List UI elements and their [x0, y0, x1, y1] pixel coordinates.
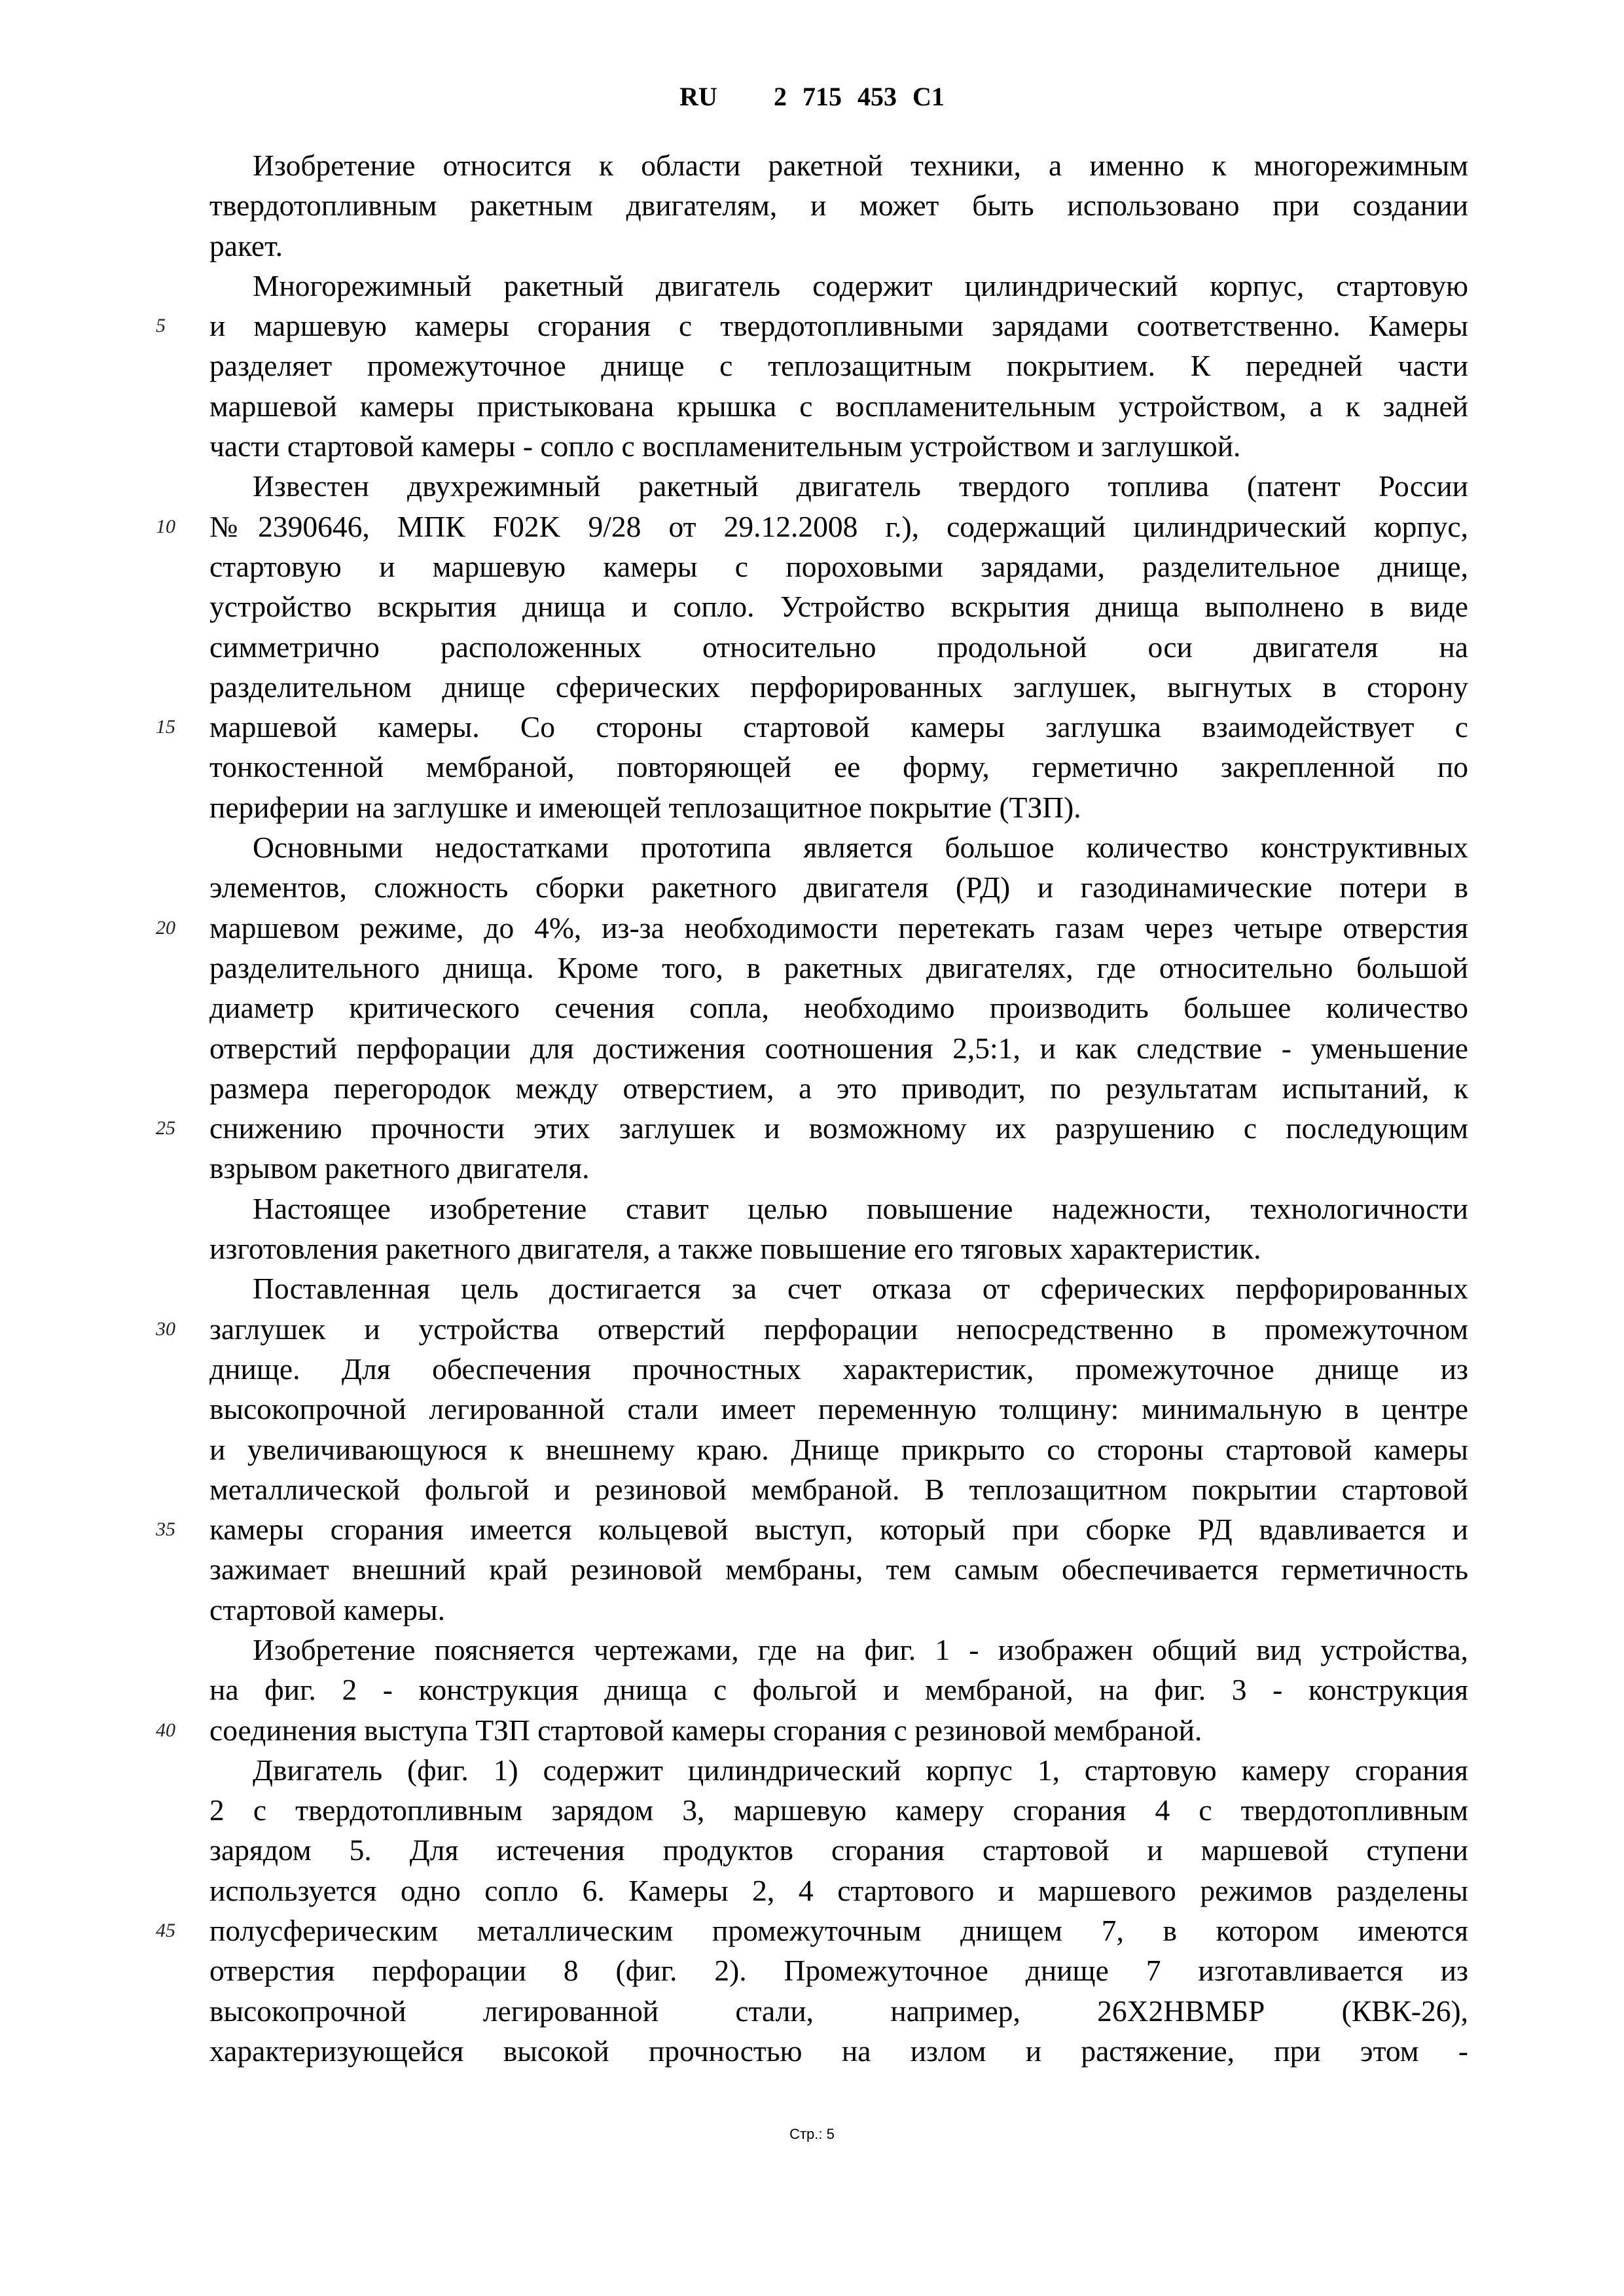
margin-line-number: 35 [156, 1518, 175, 1541]
text-line [209, 346, 1468, 386]
text-line [209, 1349, 1468, 1389]
text-line [209, 627, 1468, 667]
line-text: устройство вскрытия днища и сопло. Устройство вскрытия днища выполнено в виде [209, 590, 1468, 624]
text-line [209, 988, 1468, 1028]
margin-line-number: 20 [156, 916, 175, 939]
text-line [209, 1950, 1468, 1990]
line-text: снижению прочности этих заглушек и возможному их разрушению с последующим [209, 1111, 1468, 1145]
line-text: твердотопливным ракетным двигателям, и может быть использовано при создании [209, 188, 1468, 223]
line-text: Изобретение поясняется чертежами, где на фиг. 1 - изображен общий вид устройства, [253, 1632, 1468, 1666]
text-line [156, 1509, 1468, 1549]
line-text: соединения выступа ТЗП стартовой камеры сгорания с резиновой мембраной. [209, 1713, 1202, 1747]
line-text: заглушек и устройства отверстий перфорации непосредственно в промежуточном [209, 1312, 1468, 1346]
text-line [209, 226, 1468, 266]
text-line [209, 867, 1468, 907]
margin-line-number: 5 [156, 315, 166, 337]
margin-line-number: 25 [156, 1117, 175, 1139]
line-text: Настоящее изобретение ставит целью повышение надежности, технологичности [253, 1191, 1468, 1225]
text-line [209, 1429, 1468, 1469]
line-text: №2390646, МПК F02K 9/28 от 29.12.2008 г.), содержащий цилиндрический корпус, [209, 509, 1468, 543]
text-line [209, 1068, 1468, 1108]
text-line [209, 386, 1468, 426]
line-text: днище. Для обеспечения прочностных характеристик, промежуточное днище из [209, 1352, 1468, 1386]
text-line [209, 266, 1468, 306]
line-text: стартовой камеры. [209, 1592, 445, 1626]
line-text: зажимает внешний край резиновой мембраны, тем самым обеспечивается герметичность [209, 1552, 1468, 1587]
line-text: диаметр критического сечения сопла, необходимо производить большее количество [209, 991, 1468, 1025]
text-line [209, 1790, 1468, 1830]
text-line [209, 1028, 1468, 1068]
line-text: разделительном днище сферических перфорированных заглушек, выгнутых в сторону [209, 670, 1468, 704]
line-text: Основными недостатками прототипа является большое количество конструктивных [253, 831, 1468, 865]
line-text: части стартовой камеры - сопло с воспламенительным устройством и заглушкой. [209, 429, 1241, 463]
text-line [209, 1670, 1468, 1710]
text-line [209, 1229, 1468, 1268]
line-text: тонкостенной мембраной, повторяющей ее форму, герметично закрепленной по [209, 750, 1468, 784]
text-line [209, 586, 1468, 626]
line-text: металлической фольгой и резиновой мембраной. В теплозащитном покрытии стартовой [209, 1472, 1468, 1506]
line-text: Поставленная цель достигается за счет отказа от сферических перфорированных [253, 1272, 1468, 1306]
text-line [209, 466, 1468, 506]
text-line [156, 1309, 1468, 1349]
line-text: маршевой камеры. Со стороны стартовой камеры заглушка взаимодействует с [209, 710, 1468, 744]
page-label: Стр.: [789, 2126, 823, 2142]
line-text: отверстий перфорации для достижения соотношения 2,5:1, и как следствие - уменьшение [209, 1031, 1468, 1065]
text-line [209, 1549, 1468, 1589]
text-line [209, 1590, 1468, 1630]
text-line [209, 1389, 1468, 1429]
line-text: элементов, сложность сборки ракетного двигателя (РД) и газодинамические потери в [209, 870, 1468, 905]
line-text: полусферическим металлическим промежуточным днищем 7, в котором имеются [209, 1914, 1468, 1948]
line-text: разделяет промежуточное днище с теплозащитным покрытием. К передней части [209, 349, 1468, 383]
line-text: размера перегородок между отверстием, а это приводит, по результатам испытаний, к [209, 1071, 1468, 1105]
margin-line-number: 10 [156, 515, 175, 537]
line-text: отверстия перфорации 8 (фиг. 2). Промежуточное днище 7 изготавливается из [209, 1954, 1468, 1988]
margin-line-number: 40 [156, 1719, 175, 1741]
text-line [209, 145, 1468, 185]
text-line [156, 306, 1468, 346]
margin-line-number: 15 [156, 716, 175, 738]
text-line [209, 1268, 1468, 1308]
line-text: зарядом 5. Для истечения продуктов сгорания стартовой и маршевой ступени [209, 1833, 1468, 1867]
line-text: высокопрочной легированной стали, например, 26Х2НВМБР (КВК-26), [209, 1994, 1468, 2028]
line-text: симметрично расположенных относительно продольной оси двигателя на [209, 630, 1468, 664]
text-line [209, 1830, 1468, 1870]
document-kind: C1 [912, 82, 945, 111]
line-text: высокопрочной легированной стали имеет переменную толщину: минимальную в центре [209, 1392, 1468, 1426]
patent-number: 2 715 453 [773, 82, 897, 111]
line-text: маршевом режиме, до 4%, из-за необходимости перетекать газам через четыре отверстия [209, 910, 1468, 944]
text-line [209, 948, 1468, 988]
text-line [209, 185, 1468, 225]
patent-header [0, 77, 1624, 117]
margin-line-number: 45 [156, 1920, 175, 1942]
line-text: Изобретение относится к области ракетной техники, а именно к многорежимным [253, 149, 1468, 182]
text-line [209, 1189, 1468, 1229]
line-text: камеры сгорания имеется кольцевой выступ, который при сборке РД вдавливается и [209, 1513, 1468, 1547]
text-line [209, 426, 1468, 466]
text-line [156, 908, 1468, 948]
line-text: разделительного днища. Кроме того, в ракетных двигателях, где относительно большой [209, 950, 1468, 984]
text-line [209, 667, 1468, 707]
text-line [209, 2031, 1468, 2071]
line-text: маршевой камеры пристыкована крышка с воспламенительным устройством, а к задней [209, 389, 1468, 423]
text-line [209, 1991, 1468, 2031]
text-line [209, 787, 1468, 827]
line-text: ракет. [209, 228, 283, 262]
line-text: изготовления ракетного двигателя, а также повышение его тяговых характеристик. [209, 1232, 1261, 1266]
page-number: 5 [826, 2126, 835, 2142]
margin-line-number: 30 [156, 1318, 175, 1340]
line-text: и увеличивающуюся к внешнему краю. Днище прикрыто со стороны стартовой камеры [209, 1432, 1468, 1466]
page-footer [0, 2126, 1624, 2143]
line-text: периферии на заглушке и имеющей теплозащитное покрытие (ТЗП). [209, 790, 1081, 824]
line-text: Многорежимный ракетный двигатель содержит цилиндрический корпус, стартовую [253, 268, 1468, 302]
line-text: 2 с твердотопливным зарядом 3, маршевую камеру сгорания 4 с твердотопливным [209, 1793, 1468, 1827]
text-line [209, 747, 1468, 787]
text-line [209, 1469, 1468, 1509]
line-text: характеризующейся высокой прочностью на излом и растяжение, при этом - [209, 2034, 1468, 2068]
text-line [156, 1910, 1468, 1950]
document-body [156, 145, 1468, 2071]
country-code: RU [679, 82, 717, 111]
line-text: Известен двухрежимный ракетный двигатель твердого топлива (патент России [253, 469, 1468, 503]
text-line [209, 1148, 1468, 1188]
text-line [209, 1871, 1468, 1910]
line-text: Двигатель (фиг. 1) содержит цилиндрический корпус 1, стартовую камеру сгорания [253, 1753, 1468, 1787]
text-line [156, 1108, 1468, 1148]
line-text: стартовую и маршевую камеры с пороховыми зарядами, разделительное днище, [209, 549, 1468, 583]
text-line [209, 1750, 1468, 1790]
text-line [209, 1630, 1468, 1670]
text-line [156, 507, 1468, 547]
line-text: используется одно сопло 6. Камеры 2, 4 стартового и маршевого режимов разделены [209, 1873, 1468, 1907]
text-line [156, 707, 1468, 747]
line-text: взрывом ракетного двигателя. [209, 1151, 590, 1185]
line-text: на фиг. 2 - конструкция днища с фольгой и мембраной, на фиг. 3 - конструкция [209, 1673, 1468, 1707]
text-line [156, 1710, 1468, 1750]
text-line [209, 547, 1468, 586]
text-line [209, 827, 1468, 867]
line-text: и маршевую камеры сгорания с твердотопливными зарядами соответственно. Камеры [209, 309, 1468, 343]
